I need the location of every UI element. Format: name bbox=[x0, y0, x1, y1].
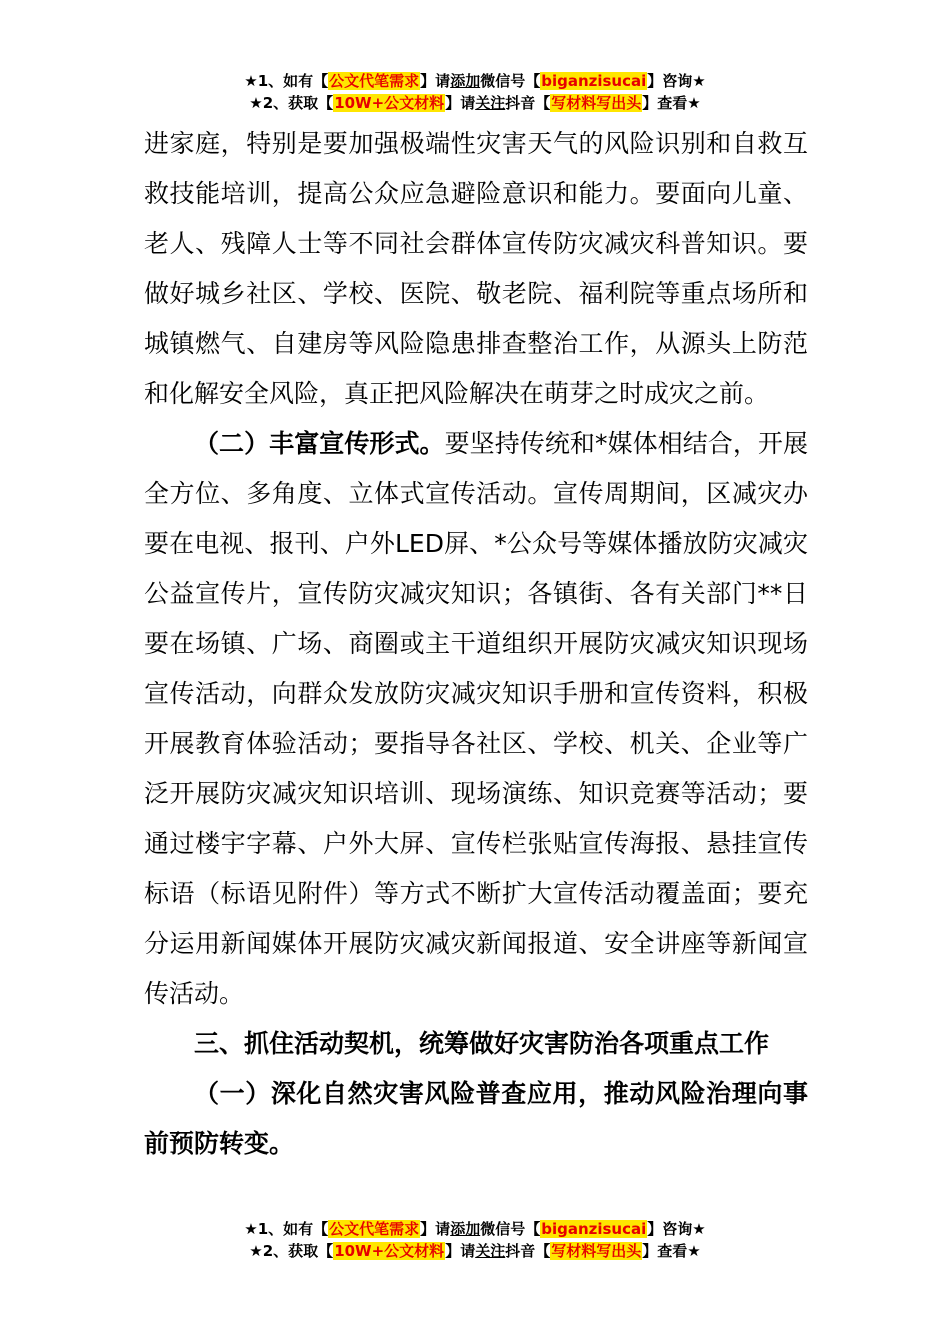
banner-line-1: ★1、如有【公文代笔需求】请添加微信号【biganzisucai】咨询★ bbox=[244, 1220, 706, 1238]
highlight-service: 公文代笔需求 bbox=[329, 1220, 420, 1238]
document-body bbox=[144, 119, 808, 1169]
paragraph-2-lead: （二）丰富宣传形式。 bbox=[194, 429, 445, 458]
banner-line-1: ★1、如有【公文代笔需求】请添加微信号【biganzisucai】咨询★ bbox=[244, 72, 706, 90]
footer-banner bbox=[0, 1218, 950, 1262]
subsection-heading-3-1: （一）深化自然灾害风险普查应用，推动风险治理向事前预防转变。 bbox=[144, 1079, 808, 1158]
banner-line-2: ★2、获取【10W+公文材料】请关注抖音【写材料写出头】查看★ bbox=[249, 1242, 701, 1260]
highlight-douyin: 写材料写出头 bbox=[551, 94, 642, 112]
banner-line-2: ★2、获取【10W+公文材料】请关注抖音【写材料写出头】查看★ bbox=[249, 94, 701, 112]
highlight-douyin: 写材料写出头 bbox=[551, 1242, 642, 1260]
section-heading-3: 三、抓住活动契机，统筹做好灾害防治各项重点工作 bbox=[194, 1029, 770, 1058]
paragraph-2-text: 要坚持传统和*媒体相结合，开展全方位、多角度、立体式宣传活动。宣传周期间，区减灾办要在电视、报刊、户外LED屏、*公众号等媒体播放防灾减灾公益宣传片，宣传防灾减灾知识；各镇街、各有关部门**日要在场镇、广场、商圈或主干道组织开展防灾减灾知识现场宣传活动，向群众发放防灾减灾知识手册和宣传资料，积极开展教育体验活动；要指导各社区、学校、机关、企业等广泛开展防灾减灾知识培训、现场演练、知识竞赛等活动；要通过楼宇字幕、户外大屏、宣传栏张贴宣传海报、悬挂宣传标语（标语见附件）等方式不断扩大宣传活动覆盖面；要充分运用新闻媒体开展防灾减灾新闻报道、安全讲座等新闻宣传活动。 bbox=[144, 429, 808, 1008]
header-banner bbox=[0, 70, 950, 114]
highlight-materials: 10W+公文材料 bbox=[334, 1242, 445, 1260]
highlight-materials: 10W+公文材料 bbox=[334, 94, 445, 112]
highlight-service: 公文代笔需求 bbox=[329, 72, 420, 90]
paragraph-1: 进家庭，特别是要加强极端性灾害天气的风险识别和自救互救技能培训，提高公众应急避险意识和能力。要面向儿童、老人、残障人士等不同社会群体宣传防灾减灾科普知识。要做好城乡社区、学校、医院、敬老院、福利院等重点场所和城镇燃气、自建房等风险隐患排查整治工作，从源头上防范和化解安全风险，真正把风险解决在萌芽之时成灾之前。 bbox=[144, 129, 808, 408]
highlight-wechat-id: biganzisucai bbox=[541, 72, 647, 90]
highlight-wechat-id: biganzisucai bbox=[541, 1220, 647, 1238]
paragraph-2 bbox=[144, 419, 808, 1019]
